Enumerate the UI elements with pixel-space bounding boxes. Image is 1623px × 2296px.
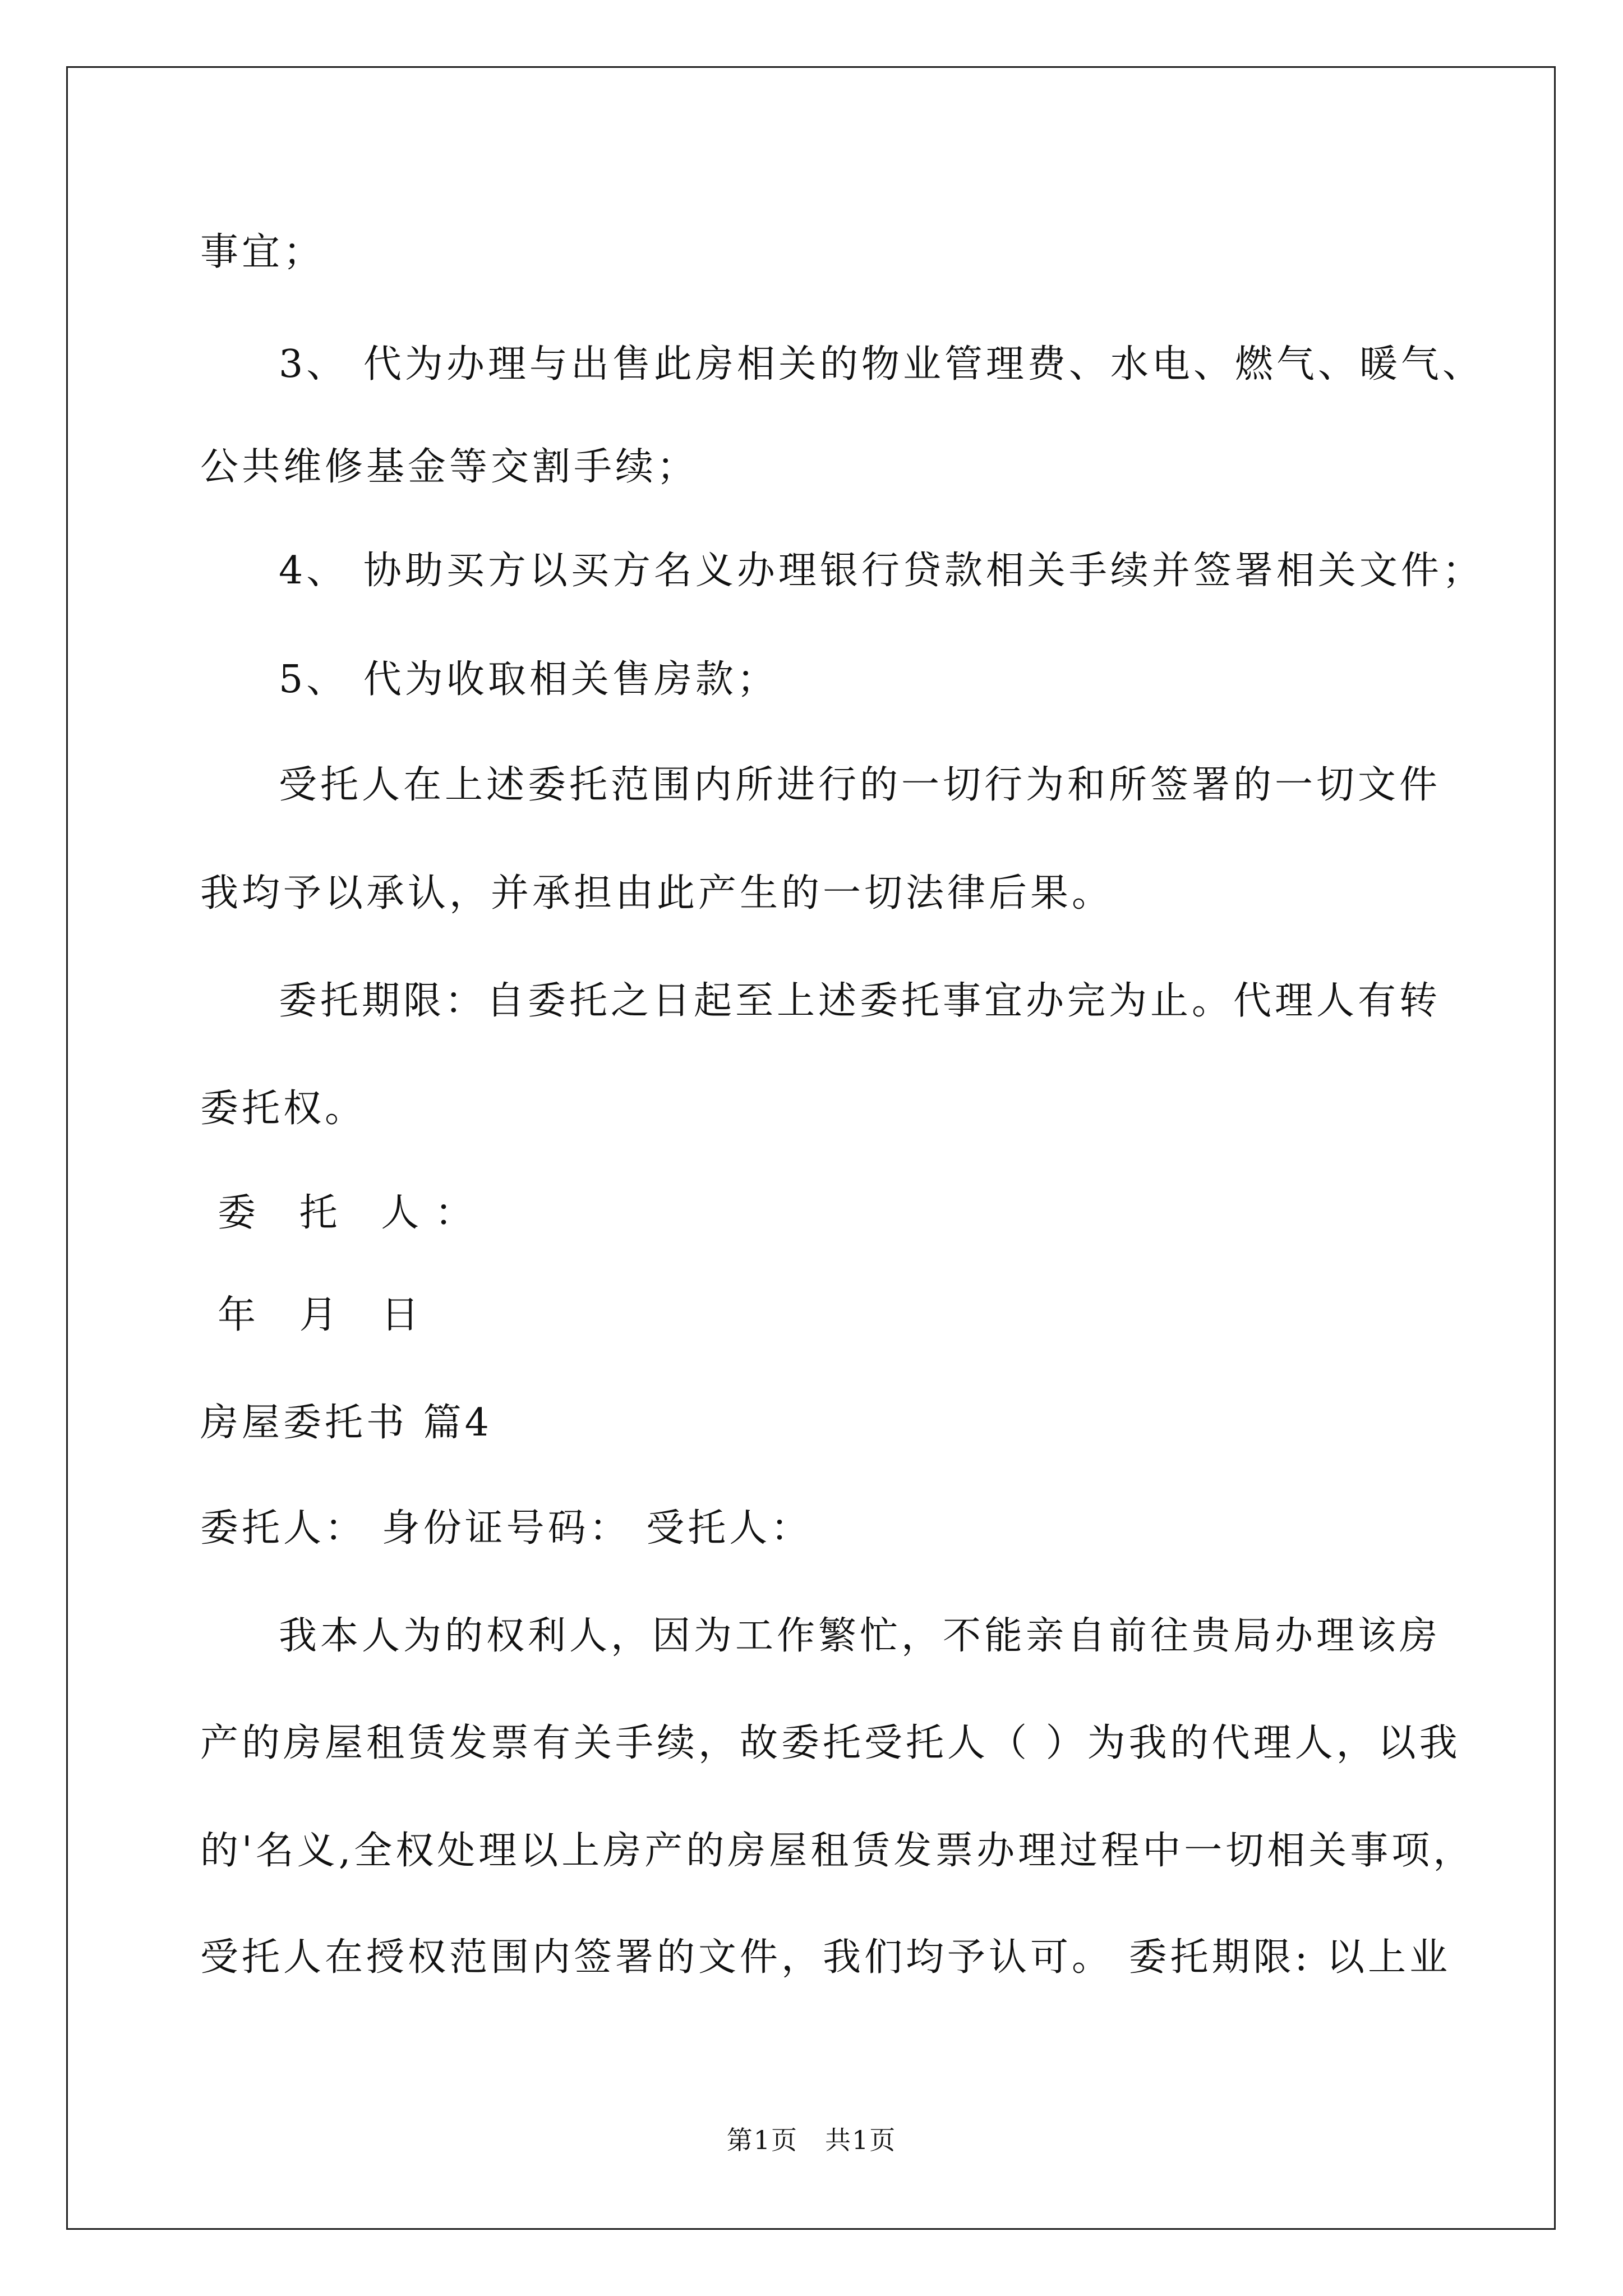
list-item-4: 4、 协助买方以买方名义办理银行贷款相关手续并签署相关文件；	[279, 549, 1484, 593]
paragraph-line: 产的房屋租赁发票有关手续，故委托受托人（ ）为我的代理人，以我	[200, 1721, 1461, 1765]
paragraph-line: 受托人在授权范围内签署的文件，我们均予认可。 委托期限: 以上业	[200, 1935, 1451, 1980]
text-line: 事宜；	[200, 230, 325, 274]
paragraph-line: 我本人为的权利人，因为工作繁忙，不能亲自前往贵局办理该房	[279, 1614, 1441, 1658]
text-line: 公共维修基金等交割手续；	[200, 445, 699, 489]
list-item-5: 5、 代为收取相关售房款；	[279, 657, 778, 702]
paragraph-line: 我均予以承认，并承担由此产生的一切法律后果。	[200, 871, 1114, 915]
paragraph-line: 委托权。	[200, 1087, 367, 1131]
page-footer: 第1页 共1页	[726, 2125, 897, 2155]
page-border	[66, 66, 1556, 2230]
party-fields: 委托人： 身份证号码： 受托人：	[200, 1506, 813, 1550]
paragraph-line: 的'名义,全权处理以上房产的房屋租赁发票办理过程中一切相关事项，	[200, 1829, 1475, 1873]
paragraph-line: 受托人在上述委托范围内所进行的一切行为和所签署的一切文件	[279, 763, 1441, 807]
paragraph-line: 委托期限：自委托之日起至上述委托事宜办完为止。代理人有转	[279, 979, 1441, 1023]
signature-date: 年 月 日	[218, 1293, 435, 1337]
section-heading: 房屋委托书 篇4	[200, 1401, 492, 1445]
list-item-3: 3、 代为办理与出售此房相关的物业管理费、水电、燃气、暖气、	[279, 342, 1484, 386]
signature-principal: 委 托 人：	[218, 1191, 489, 1235]
